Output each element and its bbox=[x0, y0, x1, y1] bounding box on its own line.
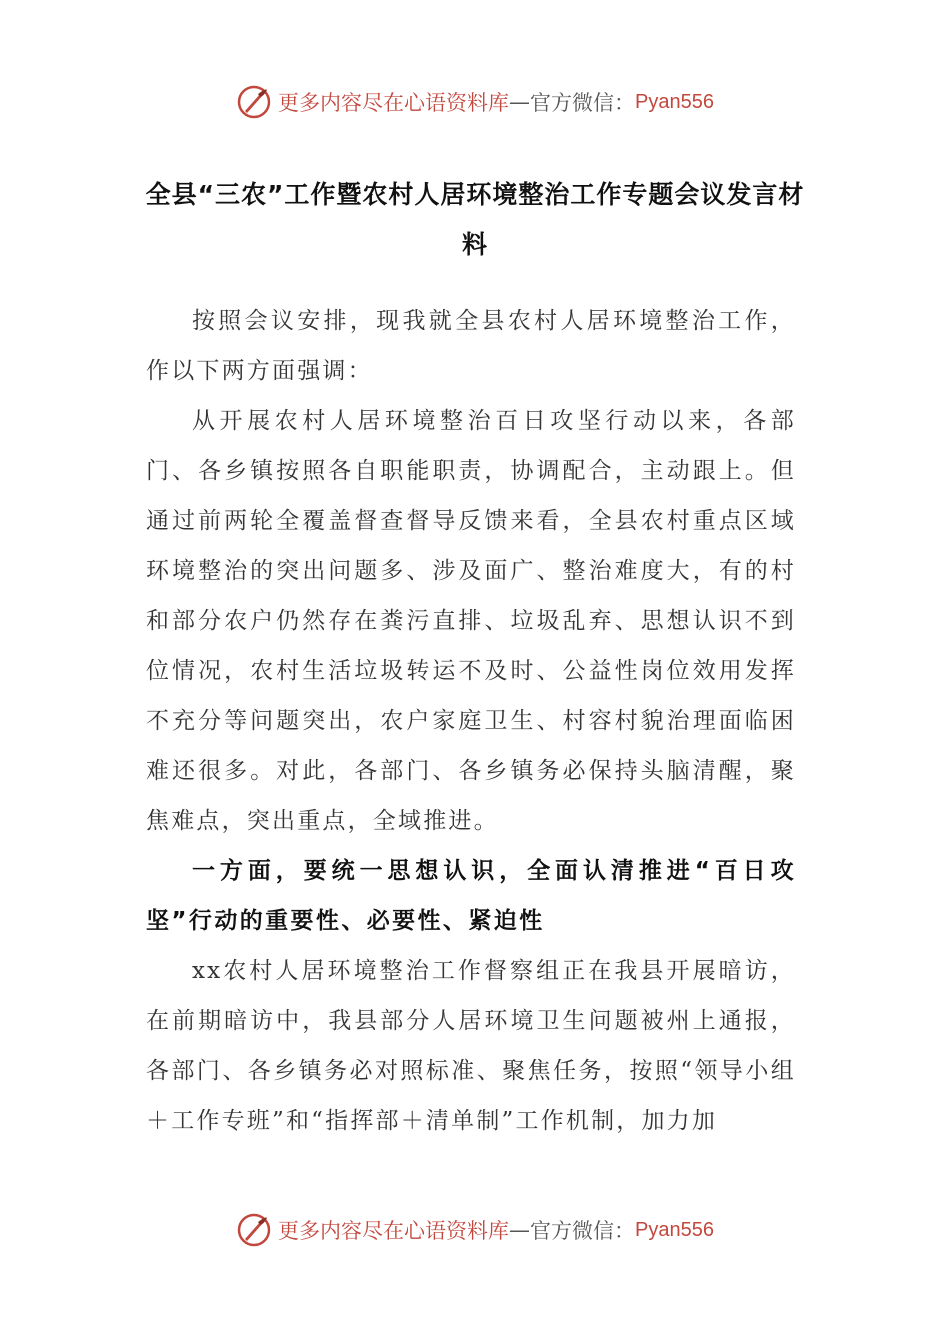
watermark-prefix: 官方微信： bbox=[530, 91, 636, 115]
watermark-dash: — bbox=[509, 90, 531, 114]
section-heading-1: 一方面，要统一思想认识，全面认清推进“百日攻坚”行动的重要性、必要性、紧迫性 bbox=[146, 858, 796, 934]
watermark-main-text: 更多内容尽在心语资料库 bbox=[278, 91, 510, 115]
paragraph-intro: 按照会议安排，现我就全县农村人居环境整治工作，作以下两方面强调： bbox=[146, 308, 796, 384]
document-title: 全县“三农”工作暨农村人居环境整治工作专题会议发言材料 bbox=[145, 180, 805, 259]
paragraph-situation: 从开展农村人居环境整治百日攻坚行动以来，各部门、各乡镇按照各自职能职责，协调配合，主动跟上。但通过前两轮全覆盖督查督导反馈来看，全县农村重点区域环境整治的突出问题多、涉及面广、整治难度大，有的村和部分农户仍然存在粪污直排、垃圾乱弃、思想认识不到位情况，农村生活垃圾转运不及时、公益性岗位效用发挥不充分等问题突出，农户家庭卫生、村容村貌治理面临困难还很多。对此，各部门、各乡镇务必保持头脑清醒，聚焦难点，突出重点，全域推进。 bbox=[146, 408, 796, 834]
watermark-wechat-id: Pyan556 bbox=[635, 90, 714, 113]
watermark-dash: — bbox=[509, 1218, 531, 1242]
watermark-footer bbox=[0, 1212, 950, 1248]
watermark-header bbox=[0, 84, 950, 120]
watermark-main-text: 更多内容尽在心语资料库 bbox=[278, 1219, 510, 1243]
document-body bbox=[146, 296, 796, 1146]
quill-pen-logo-icon bbox=[236, 84, 272, 120]
watermark-wechat-id: Pyan556 bbox=[635, 1218, 714, 1241]
quill-pen-logo-icon bbox=[236, 1212, 272, 1248]
watermark-prefix: 官方微信： bbox=[530, 1219, 636, 1243]
paragraph-inspection: xx农村人居环境整治工作督察组正在我县开展暗访，在前期暗访中，我县部分人居环境卫生问题被州上通报，各部门、各乡镇务必对照标准、聚焦任务，按照“领导小组＋工作专班”和“指挥部＋清单制”工作机制，加力加 bbox=[146, 958, 796, 1134]
